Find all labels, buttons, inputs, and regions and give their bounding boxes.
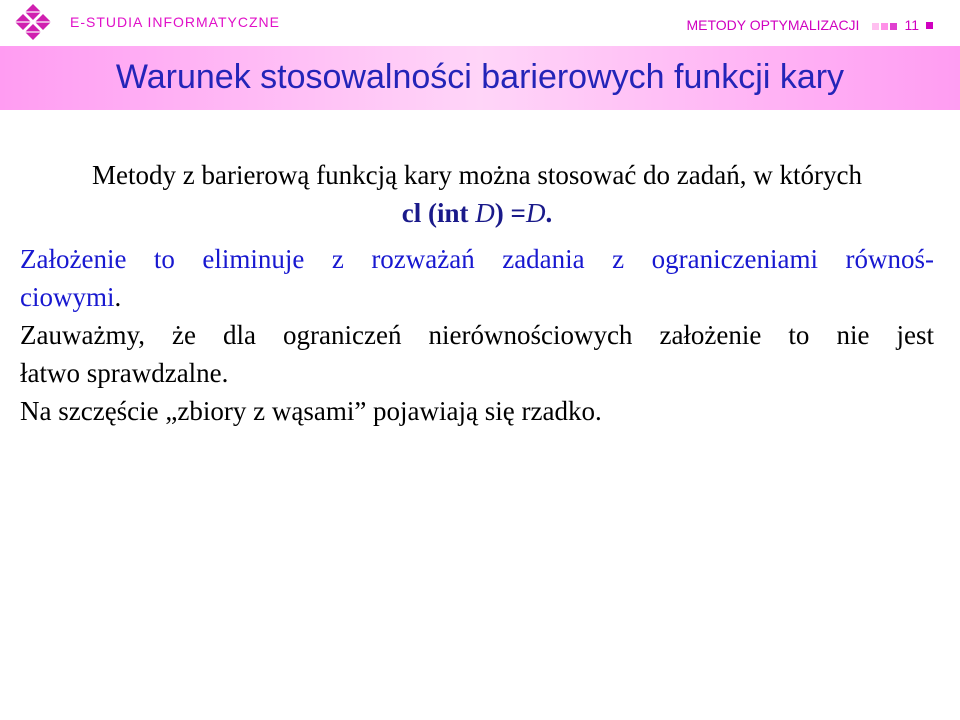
formula-part: cl (int [401,198,476,228]
paragraph-2-text: ciowymi [20,282,115,312]
progress-squares [871,17,898,33]
paragraph-2-line-2 [20,278,934,316]
formula-variable: D [525,198,546,228]
paragraph-2-period: . [114,282,122,312]
formula-part: ) = [494,198,526,228]
paragraph-3-line-2: łatwo sprawdzalne. [20,358,229,388]
square-icon [881,23,888,30]
condition-formula [20,194,934,232]
course-title: METODY OPTYMALIZACJI [686,17,860,33]
slide-number: 11 [904,17,919,33]
square-icon [926,22,933,29]
body-line-1: Metody z barierową funkcją kary można stosować do zadań, w których [92,160,862,190]
square-icon [890,23,897,30]
brand-name: E-STUDIA INFORMATYCZNE [70,14,280,30]
paragraph-3-line-1: Zauważmy, że dla ograniczeń nierównościowych założenie to nie jest [20,320,934,350]
formula-variable: D [475,198,495,228]
formula-part: . [545,198,553,228]
paragraph-4: Na szczęście „zbiory z wąsami” pojawiają się rzadko. [20,396,602,426]
course-header [686,17,934,33]
slide-body [20,156,934,430]
paragraph-2-line-1: Założenie to eliminuje z rozważań zadania z ograniczeniami równoś- [20,244,934,274]
e-studia-logo-icon [12,2,54,40]
square-icon [872,23,879,30]
slide-title: Warunek stosowalności barierowych funkcji kary [115,58,845,96]
